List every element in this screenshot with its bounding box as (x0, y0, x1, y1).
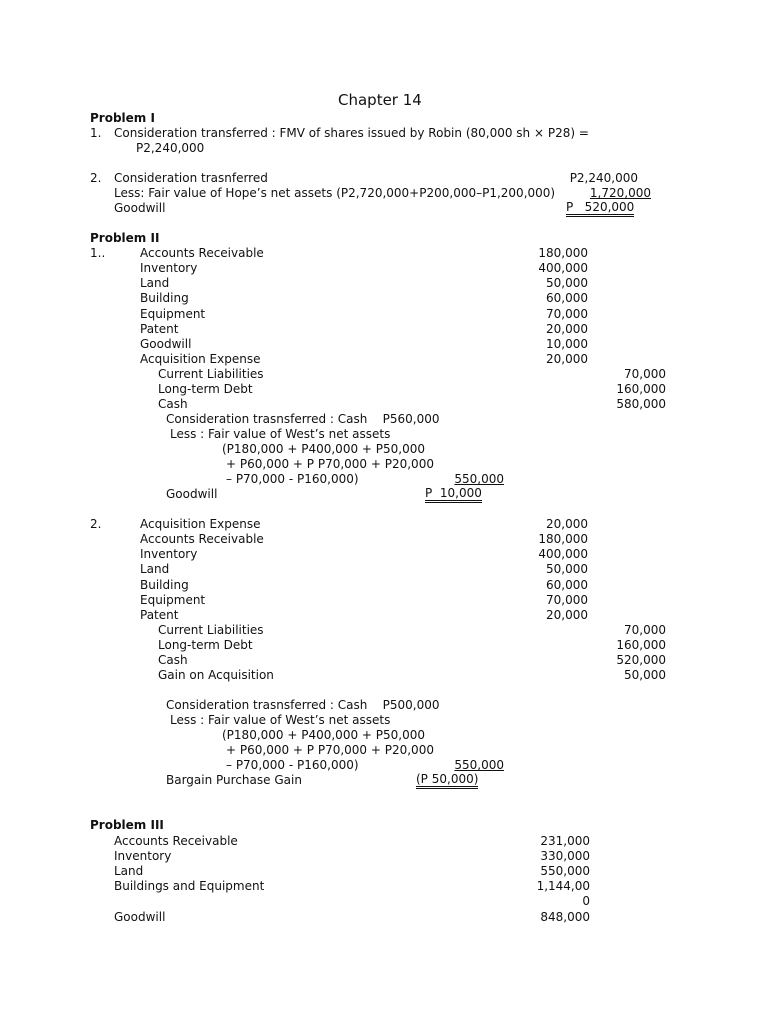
p2-part1-calc-less: Less : Fair value of West’s net assets (170, 427, 391, 441)
credit-amount: 160,000 (616, 382, 666, 397)
problem-2-heading: Problem II (90, 231, 160, 245)
debit-account-label: Building (140, 577, 189, 592)
debit-account-label: Patent (140, 607, 179, 622)
credit-account-label: Cash (158, 397, 188, 412)
p2-part1-calc-line2: + P60,000 + P P70,000 + P20,000 (226, 457, 434, 471)
p2-part1-calc-line3-value: 550,000 (454, 472, 504, 486)
p2-part1-number: 1.. (90, 246, 106, 260)
credit-account-label: Current Liabilities (158, 367, 264, 381)
debit-account-label: Land (140, 276, 170, 291)
debit-account-label: Equipment (140, 592, 206, 607)
credit-amount: 580,000 (616, 397, 666, 412)
p1-ct-label: Consideration trasnferred (114, 171, 268, 185)
debit-amount: 20,000 (546, 517, 588, 531)
debit-account-label: Patent (140, 321, 179, 336)
credit-account-label: Cash (158, 653, 188, 668)
debit-amount: 60,000 (546, 577, 588, 592)
p2-part2-calc-line1: (P180,000 + P400,000 + P50,000 (222, 728, 425, 742)
debit-account-label: Inventory (140, 261, 198, 276)
p2-part2-result-label: Bargain Purchase Gain (166, 773, 302, 787)
p2-part2-calc-line3-value: 550,000 (454, 758, 504, 772)
p2-part2-number: 2. (90, 517, 102, 531)
debit-amount: 50,000 (546, 562, 588, 577)
p2-part1-result-label: Goodwill (166, 487, 218, 501)
debit-account-label: Land (140, 562, 170, 577)
p3-account-label: Accounts Receivable (114, 834, 238, 848)
debit-account-label: Accounts Receivable (140, 532, 264, 547)
p2-part1-calc-line3: – P70,000 - P160,000) (226, 472, 359, 486)
p2-part1-result-value: P 10,000 (425, 487, 482, 503)
credit-amount: 520,000 (616, 653, 666, 668)
p3-amount: 330,000 (540, 849, 590, 864)
credit-account-label: Long-term Debt (158, 382, 253, 397)
credit-amount: 160,000 (616, 638, 666, 653)
p1-item1-line1: Consideration transferred : FMV of shares issued by Robin (80,000 sh × P28) = (114, 126, 589, 140)
debit-amount: 400,000 (538, 547, 588, 562)
debit-amount: 20,000 (546, 607, 588, 622)
p1-item1-line2: P2,240,000 (136, 141, 205, 155)
credit-amount: 50,000 (624, 668, 666, 683)
debit-account-label: Goodwill (140, 336, 192, 351)
credit-amount: 70,000 (624, 367, 666, 381)
debit-account-label: Acquisition Expense (140, 352, 261, 367)
p2-part1-calc-line1: (P180,000 + P400,000 + P50,000 (222, 442, 425, 456)
credit-amount: 70,000 (624, 623, 666, 637)
p1-less-value: 1,720,000 (589, 186, 651, 200)
p3-amount: 848,000 (540, 909, 590, 924)
credit-account-label: Gain on Acquisition (158, 668, 274, 683)
debit-amount: 70,000 (546, 306, 588, 321)
p2-part2-result-value: (P 50,000) (416, 773, 478, 789)
p3-amount: 1,144,00 (536, 879, 590, 894)
p2-part2-calc-consideration: Consideration trasnsferred : Cash P500,000 (166, 698, 440, 712)
debit-amount: 180,000 (538, 246, 588, 260)
p1-less-label: Less: Fair value of Hope’s net assets (P2,720,000+P200,000–P1,200,000) (114, 186, 556, 200)
p1-item2-number: 2. (90, 171, 102, 185)
p3-amount: 231,000 (540, 834, 590, 848)
p1-goodwill-label: Goodwill (114, 201, 166, 215)
debit-amount: 70,000 (546, 592, 588, 607)
problem-3-heading: Problem III (90, 818, 164, 832)
p3-account-label: Inventory (114, 849, 172, 864)
p3-account-label: Land (114, 864, 144, 879)
debit-amount: 400,000 (538, 261, 588, 276)
p3-amount: 0 (582, 894, 590, 909)
page-title: Chapter 14 (338, 91, 422, 109)
p2-part2-calc-line3: – P70,000 - P160,000) (226, 758, 359, 772)
p1-item1-number: 1. (90, 126, 102, 140)
debit-amount: 60,000 (546, 291, 588, 306)
p2-part1-calc-consideration: Consideration trasnsferred : Cash P560,000 (166, 412, 440, 426)
debit-account-label: Equipment (140, 306, 206, 321)
p2-part2-calc-line2: + P60,000 + P P70,000 + P20,000 (226, 743, 434, 757)
problem-1-heading: Problem I (90, 111, 155, 125)
debit-amount: 20,000 (546, 352, 588, 367)
debit-amount: 10,000 (546, 336, 588, 351)
debit-account-label: Inventory (140, 547, 198, 562)
p3-amount: 550,000 (540, 864, 590, 879)
p2-part2-calc-less: Less : Fair value of West’s net assets (170, 713, 391, 727)
debit-amount: 20,000 (546, 321, 588, 336)
credit-account-label: Current Liabilities (158, 623, 264, 637)
debit-amount: 180,000 (538, 532, 588, 547)
debit-account-label: Accounts Receivable (140, 246, 264, 260)
debit-account-label: Acquisition Expense (140, 517, 261, 531)
p3-account-label: Goodwill (114, 909, 166, 924)
credit-account-label: Long-term Debt (158, 638, 253, 653)
p1-ct-value: P2,240,000 (569, 171, 638, 185)
debit-account-label: Building (140, 291, 189, 306)
debit-amount: 50,000 (546, 276, 588, 291)
p3-account-label: Buildings and Equipment (114, 879, 265, 894)
p1-goodwill-value: P 520,000 (566, 201, 634, 217)
